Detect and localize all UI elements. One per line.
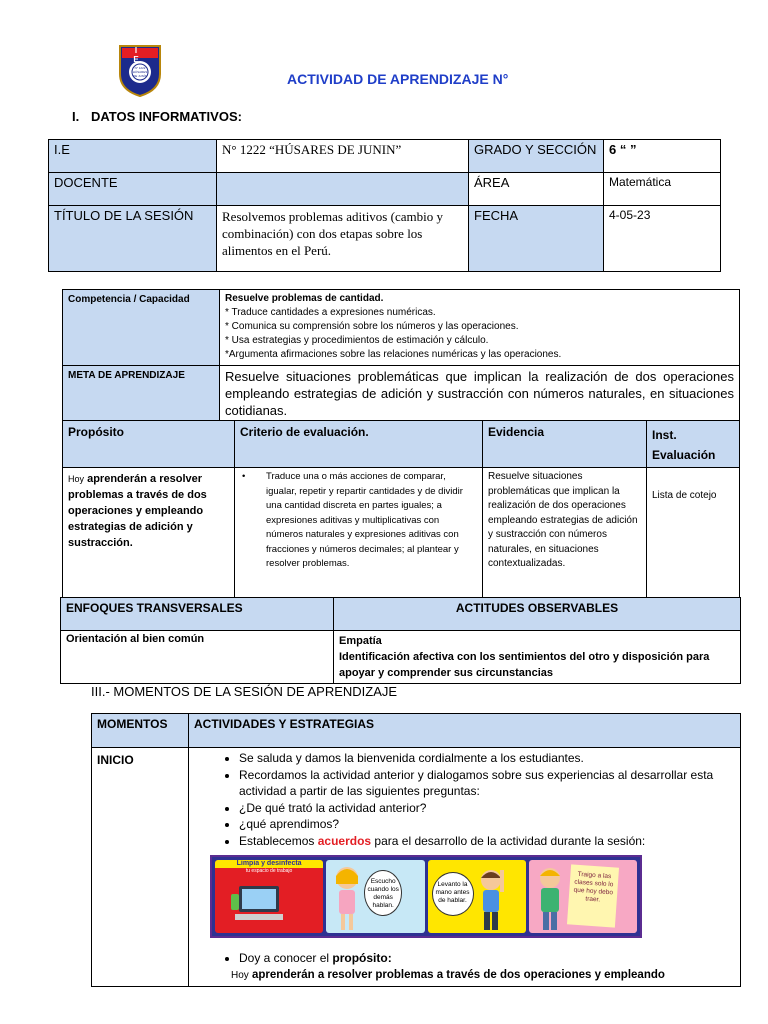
- proposito-text: aprenderán a resolver problemas a través de dos operaciones y empleando estrategias de adición y sustracción.: [68, 473, 207, 549]
- competencia-title: Resuelve problemas de cantidad.: [225, 293, 384, 304]
- banner-card1-sub: tu espacio de trabajo: [245, 868, 293, 874]
- page-title: ACTIVIDAD DE APRENDIZAJE N°: [287, 71, 509, 87]
- last-hoy: Hoy: [231, 969, 249, 981]
- header-criterio: Criterio de evaluación.: [235, 421, 483, 468]
- momentos-table: [91, 713, 741, 987]
- criterio-text: Traduce una o más acciones de comparar, igualar, repetir y repartir cantidades y de dividir una cantidad discreta en partes iguales; a expresiones aditivas y multiplicativas con números naturales y expresiones aditivas con fracciones y números decimales; al plantear y resolver problemas.: [266, 471, 463, 569]
- evaluacion-table: [62, 420, 740, 602]
- competencia-item: *Argumenta afirmaciones sobre las relaciones numéricas y las operaciones.: [225, 349, 562, 360]
- list-item: [239, 833, 735, 850]
- label-area: ÁREA: [469, 173, 604, 206]
- proposito-cell: [63, 468, 235, 602]
- agreements-banner: [210, 855, 642, 938]
- child-boy-icon: [474, 864, 508, 933]
- acuerdos-pre: Establecemos: [239, 833, 315, 848]
- inicio-label: INICIO: [92, 748, 189, 987]
- enfoque-value: Orientación al bien común: [61, 631, 334, 684]
- value-titulo: Resolvemos problemas aditivos (cambio y combinación) con dos etapas sobre los alimentos en el Perú.: [217, 206, 469, 272]
- doy-pre: Doy a conocer el: [239, 951, 330, 965]
- list-item: • Se saluda y damos la bienvenida cordialmente a los estudiantes.: [239, 750, 735, 767]
- inicio-content: [189, 748, 741, 987]
- enfoques-table: [60, 597, 741, 684]
- evidencia-text: Resuelve situaciones problemáticas que implican la realización de dos operaciones empleando estrategias de adición y sustracción con números naturales, en situaciones contextualizadas.: [483, 468, 647, 602]
- label-fecha: FECHA: [469, 206, 604, 272]
- value-ie: N° 1222 “HÚSARES DE JUNIN”: [217, 140, 469, 173]
- list-item: • Recordamos la actividad anterior y dialogamos sobre sus experiencias al desarrollar esta actividad a partir de las siguientes preguntas:: [239, 767, 735, 800]
- section3-heading: III.- MOMENTOS DE LA SESIÓN DE APRENDIZAJE: [91, 684, 398, 699]
- bullet-icon: •: [242, 471, 246, 482]
- last-text: aprenderán a resolver problemas a través de dos operaciones y empleando: [252, 968, 665, 981]
- acuerdos-word: acuerdos: [317, 833, 372, 848]
- note-traigo: Traigo a las clases solo lo que hoy debo traer.: [567, 864, 619, 927]
- competencia-item: * Traduce cantidades a expresiones numéricas.: [225, 307, 436, 318]
- label-meta: META DE APRENDIZAJE: [63, 366, 220, 422]
- competencia-item: * Usa estrategias y procedimientos de estimación y cálculo.: [225, 335, 489, 346]
- banner-card1-title: Limpia y desinfecta: [215, 860, 323, 868]
- header-instrumento: Inst. Evaluación: [647, 421, 740, 468]
- header-actitudes: ACTITUDES OBSERVABLES: [334, 598, 741, 631]
- label-titulo: TÍTULO DE LA SESIÓN: [49, 206, 217, 272]
- banner-card-escucho: [326, 860, 424, 933]
- label-grado: GRADO Y SECCIÓN: [469, 140, 604, 173]
- doy-word: propósito:: [332, 951, 392, 965]
- acuerdos-post: para el desarrollo de la actividad durante la sesión:: [374, 833, 646, 848]
- child-girl-icon: [330, 864, 364, 933]
- bubble-escucho: Escucho cuando los demás hablan.: [364, 870, 402, 916]
- logo-initials: I E: [133, 46, 147, 64]
- proposito-line: [219, 967, 735, 985]
- banner-card-limpia: [215, 860, 323, 933]
- header-proposito: Propósito: [63, 421, 235, 468]
- value-docente: [217, 173, 469, 206]
- competencia-content: [220, 290, 740, 366]
- actitud-cell: [334, 631, 741, 684]
- instrumento-text: Lista de cotejo: [647, 468, 740, 602]
- header-evidencia: Evidencia: [483, 421, 647, 468]
- header-momentos: MOMENTOS: [92, 714, 189, 748]
- meta-text: Resuelve situaciones problemáticas que implican la realización de dos operaciones empleando estrategias de adición y sustracción con números naturales, en situaciones cotidianas.: [220, 366, 740, 422]
- value-fecha: 4-05-23: [604, 206, 721, 272]
- logo-caption: N° 1222 HÚSARES DE JUNÍN: [132, 66, 148, 78]
- bubble-levanto: Levanto la mano antes de hablar.: [432, 872, 474, 916]
- banner-card-traigo: [529, 860, 637, 933]
- list-item-proposito: [239, 950, 735, 967]
- value-area: Matemática: [604, 173, 721, 206]
- actitud-text: Identificación afectiva con los sentimientos del otro y disposición para apoyar y comprender sus circunstancias: [339, 651, 710, 679]
- label-competencia: Competencia / Capacidad: [63, 290, 220, 366]
- header-enfoques: ENFOQUES TRANSVERSALES: [61, 598, 334, 631]
- competencia-item: * Comunica su comprensión sobre los números y las operaciones.: [225, 321, 519, 332]
- proposito-hoy: Hoy: [68, 474, 85, 484]
- banner-card-levanto: [428, 860, 526, 933]
- criterio-cell: [235, 468, 483, 602]
- section1-heading: DATOS INFORMATIVOS:: [91, 109, 242, 124]
- list-item: • ¿qué aprendimos?: [239, 816, 735, 833]
- computer-icon: [231, 880, 291, 926]
- datos-table: [48, 139, 721, 272]
- child-arms-crossed-icon: [533, 864, 567, 933]
- value-grado: 6 “ ”: [604, 140, 721, 173]
- competencia-table: [62, 289, 740, 422]
- header-actividades: ACTIVIDADES Y ESTRATEGIAS: [189, 714, 741, 748]
- list-item: • ¿De qué trató la actividad anterior?: [239, 800, 735, 817]
- actitud-title: Empatía: [339, 635, 382, 647]
- label-ie: I.E: [49, 140, 217, 173]
- section1-number: I.: [72, 109, 80, 124]
- label-docente: DOCENTE: [49, 173, 217, 206]
